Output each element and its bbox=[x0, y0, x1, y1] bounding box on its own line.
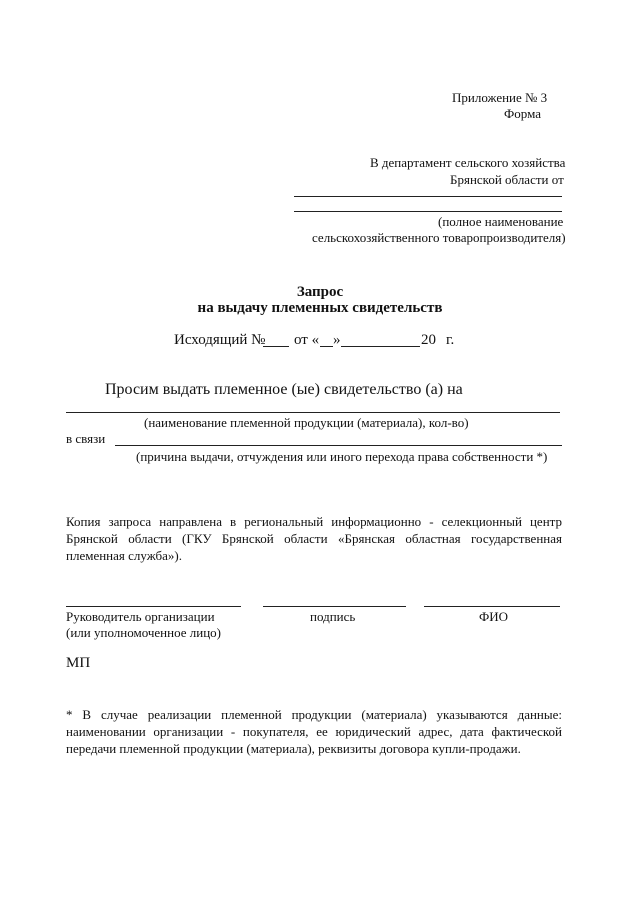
addressee-caption-1: (полное наименование bbox=[438, 214, 564, 229]
outgoing-quote-close: » bbox=[333, 332, 341, 348]
head-label-line-1: Руководитель организации bbox=[66, 609, 215, 624]
head-label-line-2: (или уполномоченное лицо) bbox=[66, 625, 221, 640]
outgoing-number-field bbox=[263, 346, 289, 347]
footnote: * В случае реализации племенной продукции (материала) указываются данные: наименовании организации - покупателя, ее юридический адрес, дата фактической передачи племенной продукции (материала), реквизиты договора купли-продажи. bbox=[66, 707, 562, 756]
copy-note: Копия запроса направлена в региональный информационно - селекционный центр Брянской области (ГКУ Брянской области «Брянская областная государственная племенная служба»). bbox=[66, 514, 562, 563]
addressee-caption-2: сельскохозяйственного товаропроизводителя) bbox=[312, 230, 566, 245]
reason-fill-line bbox=[115, 445, 562, 446]
stamp-placeholder: МП bbox=[66, 655, 91, 671]
addressee-line-1: В департамент сельского хозяйства bbox=[370, 155, 566, 170]
request-caption-1: (наименование племенной продукции (материала), кол-во) bbox=[144, 415, 469, 430]
outgoing-month-field bbox=[341, 346, 420, 347]
document-subtitle: на выдачу племенных свидетельств bbox=[197, 300, 443, 316]
signature-line bbox=[263, 606, 406, 607]
signature-label: подпись bbox=[310, 609, 356, 624]
full-name-label: ФИО bbox=[479, 609, 509, 624]
head-signature-line bbox=[66, 606, 241, 607]
outgoing-number-label: Исходящий № bbox=[174, 332, 266, 348]
document-title: Запрос bbox=[296, 284, 344, 300]
request-caption-2: (причина выдачи, отчуждения или иного перехода права собственности *) bbox=[136, 449, 548, 464]
request-text: Просим выдать племенное (ые) свидетельство (а) на bbox=[105, 381, 463, 398]
addressee-fill-line-1 bbox=[294, 196, 562, 197]
outgoing-year-suffix: г. bbox=[446, 332, 455, 348]
outgoing-date-from: от « bbox=[294, 332, 320, 348]
name-line bbox=[424, 606, 560, 607]
reason-label: в связи bbox=[66, 431, 106, 446]
request-fill-line bbox=[66, 412, 560, 413]
outgoing-day-field bbox=[320, 346, 333, 347]
appendix-label: Приложение № 3 bbox=[452, 90, 548, 105]
outgoing-year-prefix: 20 bbox=[421, 332, 436, 348]
addressee-line-2: Брянской области от bbox=[450, 172, 564, 187]
addressee-fill-line-2 bbox=[294, 211, 562, 212]
form-label: Форма bbox=[504, 106, 541, 121]
